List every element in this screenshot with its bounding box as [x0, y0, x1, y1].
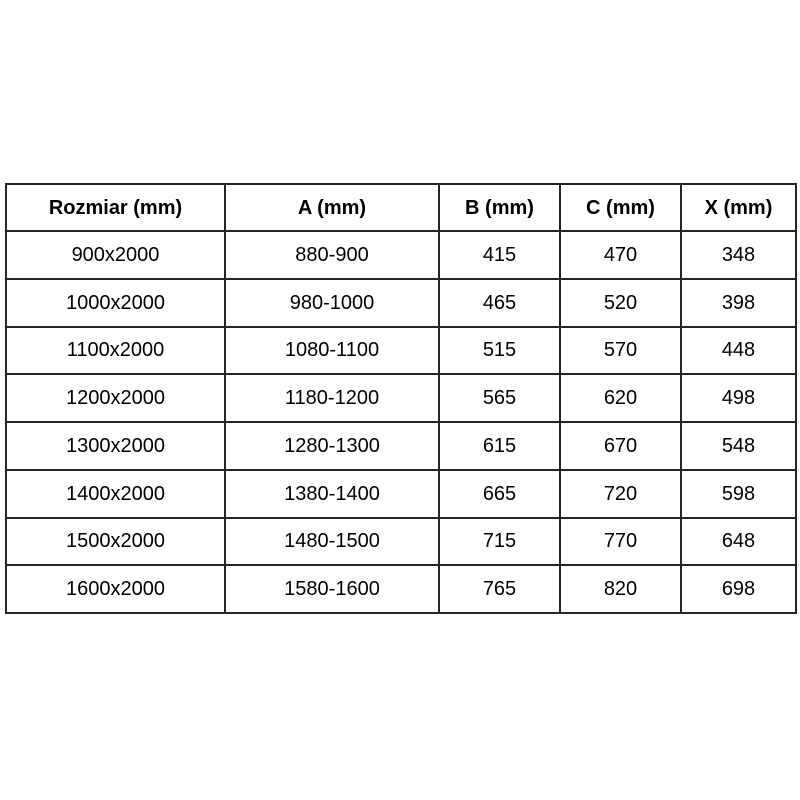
- header-cell-b: B (mm): [439, 184, 560, 231]
- table-cell: 765: [439, 565, 560, 613]
- table-cell: 1200x2000: [6, 374, 225, 422]
- table-cell: 900x2000: [6, 231, 225, 279]
- table-cell: 670: [560, 422, 681, 470]
- table-cell: 1300x2000: [6, 422, 225, 470]
- table-cell: 415: [439, 231, 560, 279]
- table-cell: 520: [560, 279, 681, 327]
- table-row: [6, 279, 796, 327]
- table-cell: 720: [560, 470, 681, 518]
- table-cell: 515: [439, 327, 560, 375]
- table-cell: 1380-1400: [225, 470, 439, 518]
- header-cell-x: X (mm): [681, 184, 796, 231]
- table-cell: 1180-1200: [225, 374, 439, 422]
- table-cell: 1080-1100: [225, 327, 439, 375]
- table-cell: 1500x2000: [6, 518, 225, 566]
- header-row: [6, 184, 796, 231]
- header-cell-a: A (mm): [225, 184, 439, 231]
- table-cell: 1400x2000: [6, 470, 225, 518]
- table-cell: 465: [439, 279, 560, 327]
- table-cell: 570: [560, 327, 681, 375]
- table-cell: 1280-1300: [225, 422, 439, 470]
- table-cell: 698: [681, 565, 796, 613]
- size-table-body: [6, 231, 796, 613]
- table-cell: 470: [560, 231, 681, 279]
- table-cell: 880-900: [225, 231, 439, 279]
- table-header: [6, 184, 796, 231]
- table-cell: 1580-1600: [225, 565, 439, 613]
- table-cell: 448: [681, 327, 796, 375]
- table-cell: 498: [681, 374, 796, 422]
- table-cell: 1000x2000: [6, 279, 225, 327]
- table-cell: 715: [439, 518, 560, 566]
- size-spec-table: [5, 183, 797, 614]
- table-row: [6, 565, 796, 613]
- table-row: [6, 422, 796, 470]
- table-cell: 548: [681, 422, 796, 470]
- table-row: [6, 374, 796, 422]
- header-cell-c: C (mm): [560, 184, 681, 231]
- table-row: [6, 518, 796, 566]
- table-cell: 615: [439, 422, 560, 470]
- table-cell: 348: [681, 231, 796, 279]
- table-cell: 398: [681, 279, 796, 327]
- table-cell: 770: [560, 518, 681, 566]
- table-cell: 820: [560, 565, 681, 613]
- table-cell: 1600x2000: [6, 565, 225, 613]
- table-cell: 598: [681, 470, 796, 518]
- table-cell: 1100x2000: [6, 327, 225, 375]
- table-cell: 565: [439, 374, 560, 422]
- table-cell: 665: [439, 470, 560, 518]
- table-cell: 620: [560, 374, 681, 422]
- table-row: [6, 327, 796, 375]
- table-cell: 1480-1500: [225, 518, 439, 566]
- table-cell: 648: [681, 518, 796, 566]
- table-cell: 980-1000: [225, 279, 439, 327]
- table-row: [6, 470, 796, 518]
- table-row: [6, 231, 796, 279]
- header-cell-rozmiar: Rozmiar (mm): [6, 184, 225, 231]
